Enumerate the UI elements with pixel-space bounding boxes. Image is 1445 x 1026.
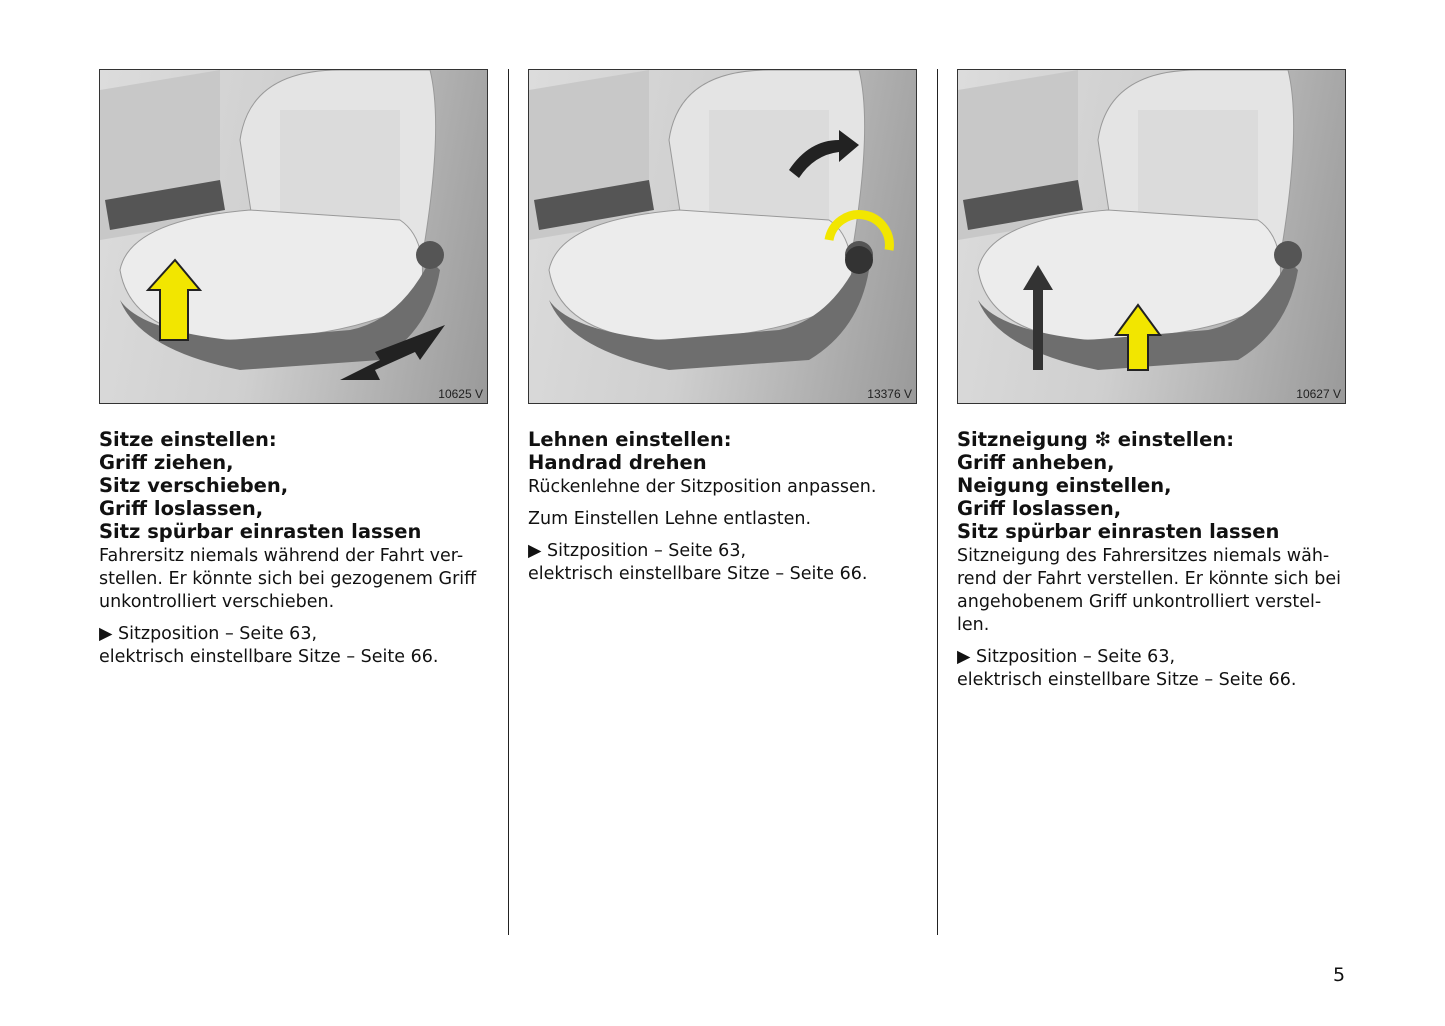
- instruction-heading: [99, 428, 489, 543]
- heading-line: Griff anheben,: [957, 451, 1115, 474]
- reference-link[interactable]: elektrisch einstellbare Sitze – Seite 66.: [957, 670, 1297, 690]
- seat-illustration: [528, 69, 917, 404]
- reference-marker-icon: ▶: [957, 647, 971, 667]
- column-seat-tilt: [957, 69, 1347, 692]
- reference-marker-icon: ▶: [528, 541, 542, 561]
- reference-link[interactable]: Sitzposition – Seite 63,: [118, 624, 318, 644]
- instruction-body: [99, 545, 489, 669]
- heading-line: Sitzneigung ❇ einstellen:: [957, 428, 1235, 451]
- heading-line: Handrad drehen: [528, 451, 707, 474]
- heading-line: Sitz spürbar einrasten lassen: [957, 520, 1280, 543]
- heading-line: Griff loslassen,: [99, 497, 264, 520]
- heading-line: Sitz verschieben,: [99, 474, 289, 497]
- body-paragraph: Fahrersitz niemals während der Fahrt ver-stellen. Er könnte sich bei gezogenem Griff unkontrolliert verschieben.: [99, 546, 477, 612]
- body-paragraph: Rückenlehne der Sitzposition anpassen.: [528, 477, 877, 497]
- instruction-body: [528, 476, 918, 586]
- body-paragraph: Zum Einstellen Lehne entlasten.: [528, 509, 812, 529]
- reference-marker-icon: ▶: [99, 624, 113, 644]
- heading-line: Neigung einstellen,: [957, 474, 1172, 497]
- cross-reference: [957, 646, 1347, 692]
- column-backrest-adjust: [528, 69, 918, 586]
- instruction-heading: [957, 428, 1347, 543]
- instruction-heading: [528, 428, 918, 474]
- reference-link[interactable]: elektrisch einstellbare Sitze – Seite 66.: [528, 564, 868, 584]
- page-number: 5: [1333, 964, 1346, 986]
- cross-reference: [528, 540, 918, 586]
- cross-reference: [99, 623, 489, 669]
- heading-line: Sitz spürbar einrasten lassen: [99, 520, 422, 543]
- instruction-body: [957, 545, 1347, 692]
- figure-code: 10627 V: [1296, 387, 1341, 401]
- reference-link[interactable]: Sitzposition – Seite 63,: [547, 541, 747, 561]
- column-seat-adjust: [99, 69, 489, 669]
- reference-link[interactable]: elektrisch einstellbare Sitze – Seite 66.: [99, 647, 439, 667]
- seat-illustration: [99, 69, 488, 404]
- figure-code: 10625 V: [438, 387, 483, 401]
- seat-illustration: [957, 69, 1346, 404]
- heading-line: Griff loslassen,: [957, 497, 1122, 520]
- reference-link[interactable]: Sitzposition – Seite 63,: [976, 647, 1176, 667]
- column-divider: [508, 69, 509, 935]
- column-divider: [937, 69, 938, 935]
- figure-code: 13376 V: [867, 387, 912, 401]
- heading-line: Lehnen einstellen:: [528, 428, 732, 451]
- heading-line: Griff ziehen,: [99, 451, 234, 474]
- heading-line: Sitze einstellen:: [99, 428, 277, 451]
- body-paragraph: Sitzneigung des Fahrersitzes niemals wäh-rend der Fahrt verstellen. Er könnte sich bei angehobenem Griff unkontrolliert verstel-len.: [957, 546, 1342, 635]
